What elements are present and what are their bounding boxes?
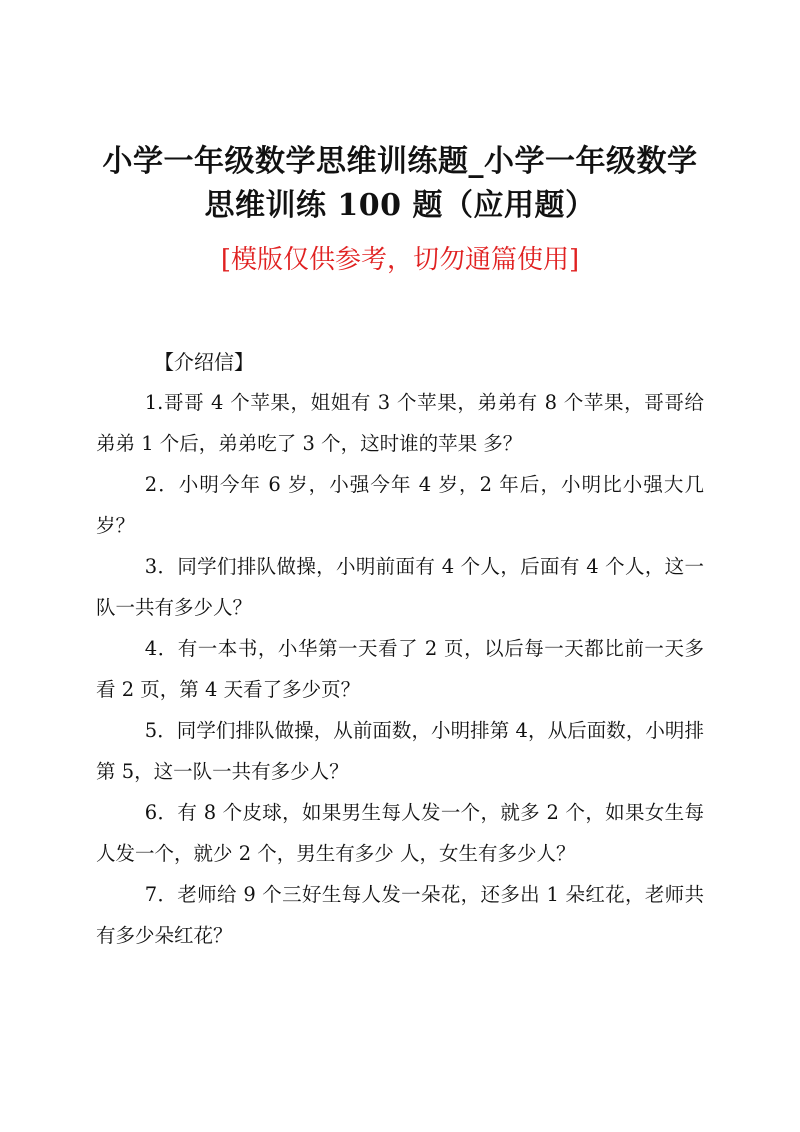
question-item-2: 2．小明今年 6 岁，小强今年 4 岁，2 年后，小明比小强大几岁？: [96, 473, 704, 537]
question-item-5: 5．同学们排队做操，从前面数，小明排第 4，从后面数，小明排第 5，这一队一共有多少人？: [96, 719, 704, 783]
question-item-6: 6．有 8 个皮球，如果男生每人发一个，就多 2 个，如果女生每人发一个，就少 2 个，男生有多少 人，女生有多少人？: [96, 801, 704, 865]
question-item-1: 1.哥哥 4 个苹果，姐姐有 3 个苹果，弟弟有 8 个苹果，哥哥给弟弟 1 个后，弟弟吃了 3 个，这时谁的苹果 多？: [96, 391, 704, 455]
question-item-4: 4．有一本书，小华第一天看了 2 页，以后每一天都比前一天多看 2 页，第 4 天看了多少页？: [96, 637, 704, 701]
question-item-7: 7．老师给 9 个三好生每人发一朵花，还多出 1 朵红花，老师共有多少朵红花？: [96, 883, 704, 947]
title-line-2: 思维训练 100 题（应用题）: [204, 188, 596, 223]
question-list: [96, 382, 704, 956]
title-line-1: 小学一年级数学思维训练题_小学一年级数学: [102, 144, 698, 179]
document-title: [96, 0, 704, 228]
template-notice: [模版仅供参考，切勿通篇使用]: [220, 245, 580, 275]
intro-label: 【介绍信】: [154, 350, 254, 374]
question-item-3: 3．同学们排队做操，小明前面有 4 个人，后面有 4 个人，这一队一共有多少人？: [96, 555, 704, 619]
